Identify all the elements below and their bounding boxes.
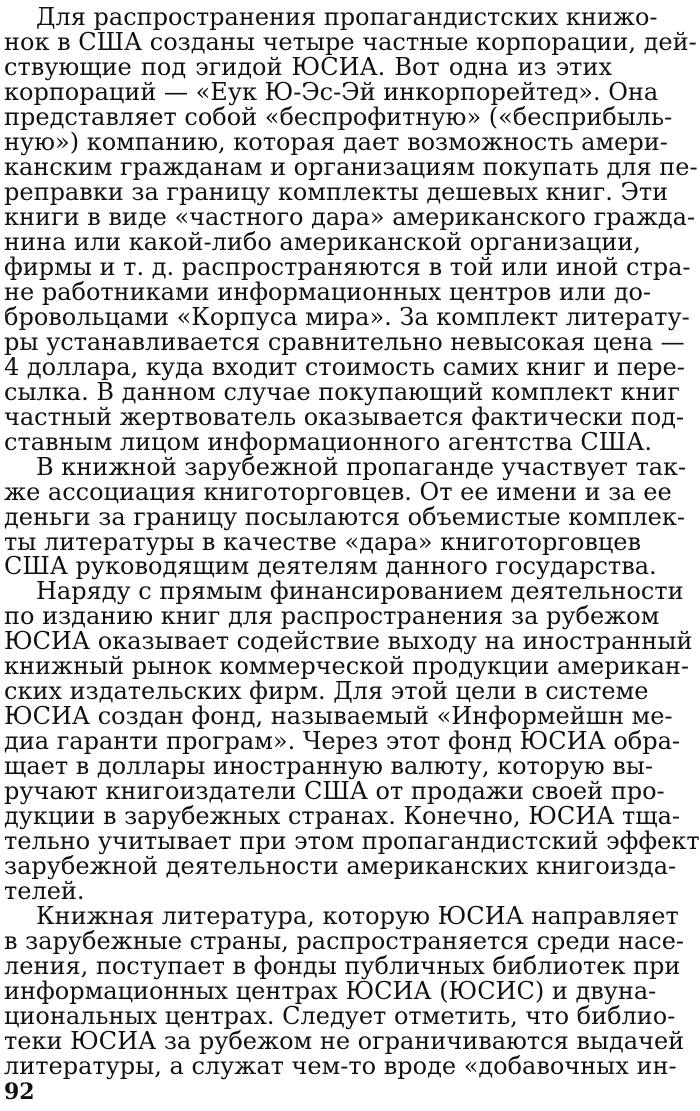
text-line: диа гаранти програм». Через этот фонд ЮСИА обра- xyxy=(4,727,680,755)
text-line: корпораций — «Еук Ю-Эс-Эй инкорпорейтед». Она xyxy=(4,78,659,106)
text-line: же ассоциация книготорговцев. От ее имени и за ее xyxy=(4,478,672,506)
text-line: 4 доллара, куда входит стоимость самих книг и пере- xyxy=(4,353,685,381)
text-line: книжный рынок коммерческой продукции американ- xyxy=(4,652,689,680)
text-line: В книжной зарубежной пропаганде участвует так- xyxy=(36,453,687,481)
text-line: США руководящим деятелям данного государства. xyxy=(4,552,657,580)
text-line: нина или какой-либо американской организации, xyxy=(4,228,641,256)
text-line: телей. xyxy=(4,877,85,905)
text-line: ЮСИА оказывает содействие выходу на иностранный xyxy=(4,627,693,655)
page-number: 92 xyxy=(4,1079,35,1105)
text-line: литературы, а служат чем-то вроде «добавочных ин- xyxy=(4,1052,677,1080)
text-line: по изданию книг для распространения за рубежом xyxy=(4,602,660,630)
text-line: ствующие под эгидой ЮСИА. Вот одна из этих xyxy=(4,53,612,81)
text-line: Наряду с прямым финансированием деятельности xyxy=(36,577,684,605)
text-line: канским гражданам и организациям покупать для пе- xyxy=(4,153,698,181)
text-line: сылка. В данном случае покупающий комплект книг xyxy=(4,378,680,406)
text-line: ления, поступает в фонды публичных библиотек при xyxy=(4,952,681,980)
text-line: в зарубежные страны, распространяется среди насе- xyxy=(4,927,685,955)
text-line: ры устанавливается сравнительно невысокая цена — xyxy=(4,328,685,356)
text-line: фирмы и т. д. распространяются в той или иной стра- xyxy=(4,253,691,281)
text-line: реправки за границу комплекты дешевых книг. Эти xyxy=(4,178,669,206)
text-line: не работниками информационных центров или до- xyxy=(4,278,652,306)
text-line: ских издательских фирм. Для этой цели в системе xyxy=(4,677,649,705)
text-line: зарубежной деятельности американских книгоизда- xyxy=(4,852,677,880)
text-line: частный жертвователь оказывается фактически под- xyxy=(4,403,685,431)
text-line: Книжная литература, которую ЮСИА направляет xyxy=(36,902,679,930)
text-line: щает в доллары иностранную валюту, которую вы- xyxy=(4,752,653,780)
text-line: бровольцами «Корпуса мира». За комплект литерату- xyxy=(4,303,690,331)
text-line: дукции в зарубежных странах. Конечно, ЮСИА тща- xyxy=(4,802,680,830)
text-line: нок в США созданы четыре частные корпорации, дей- xyxy=(4,28,697,56)
text-line: информационных центрах ЮСИА (ЮСИС) и двуна- xyxy=(4,977,657,1005)
text-line: ставным лицом информационного агентства США. xyxy=(4,428,652,456)
text-line: циональных центрах. Следует отметить, что библио- xyxy=(4,1002,676,1030)
text-line: ную») компанию, которая дает возможность амери- xyxy=(4,128,668,156)
text-line: теки ЮСИА за рубежом не ограничиваются выдачей xyxy=(4,1027,685,1055)
text-line: ЮСИА создан фонд, называемый «Информейшн ме- xyxy=(4,702,673,730)
text-line: тельно учитывает при этом пропагандистский эффект xyxy=(4,827,700,855)
text-line: книги в виде «частного дара» американского гражда- xyxy=(4,203,696,231)
text-line: Для распространения пропагандистских книжо- xyxy=(36,3,658,31)
text-line: ты литературы в качестве «дара» книготорговцев xyxy=(4,528,642,556)
text-line: деньги за границу посылаются объемистые комплек- xyxy=(4,503,685,531)
text-line: представляет собой «беспрофитную» («бесприбыль- xyxy=(4,103,673,131)
text-line: ручают книгоиздатели США от продажи своей про- xyxy=(4,777,665,805)
